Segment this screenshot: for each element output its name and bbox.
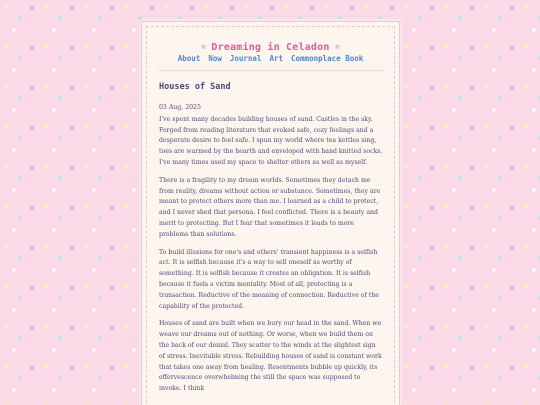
site-title[interactable] [201,42,340,53]
nav-now[interactable]: Now [208,54,222,63]
post-body [159,103,383,402]
flower-icon: ❀ [200,42,207,52]
nav-art[interactable]: Art [269,54,284,63]
site-title-text: Dreaming in Celadon [211,41,330,53]
post-paragraph: There is a fragility to my dream worlds. Sometimes they detach me from reality, dreams without action or substance. Sometimes, they are meant to protect others more than me. I learned as a child to protect, and I never shed that persona. I feel conflicted. There is a beauty and merit to protecting. But I fear that sometimes it leads to more problems than solutions. [159,176,381,238]
flower-icon: ❀ [334,42,341,52]
nav-about[interactable]: About [177,54,201,63]
post-paragraph: Houses of sand are built when we bury our head in the sand. When we weave our dreams out of nothing. Or worse, when we build them on the back of our denial. They scatter to the winds at the slightest sign of stress. Inevitable stress. Rebuilding houses of sand is constant work that takes one away from healing. Resentments bubble up quickly, its effervescence overwhelming the still the space was supposed to invoke. I think [159,320,382,393]
nav-journal[interactable]: Journal [229,54,262,63]
post-title: Houses of Sand [159,82,231,92]
header-divider [158,70,383,71]
journal-card [141,21,400,405]
post-date: 03 Aug, 2025 [159,104,201,111]
post-paragraph: I've spent many decades building houses of sand. Castles in the sky. Forged from reading literature that evoked safe, cozy feelings and a desperate desire to feel safe. I spun my world where tea kettles sing, toes are warmed by the hearth and enveloped with hand knitted socks. I've many times used my space to shelter others as well as myself. [159,115,383,166]
site-header [142,34,399,53]
post-paragraph: To build illusions for one's and others' transient happiness is a selfish act. It is selfish because it's a way to sell oneself as worthy of something. It is selfish because it creates an obligation. It is selfish because it fuels a victim mentality. Most of all, protecting is a transaction. Reductive of the meaning of connection. Reductive of the capability of the protected. [159,248,379,310]
nav-commonplace-book[interactable]: Commonplace Book [291,54,364,63]
main-nav [142,54,399,63]
